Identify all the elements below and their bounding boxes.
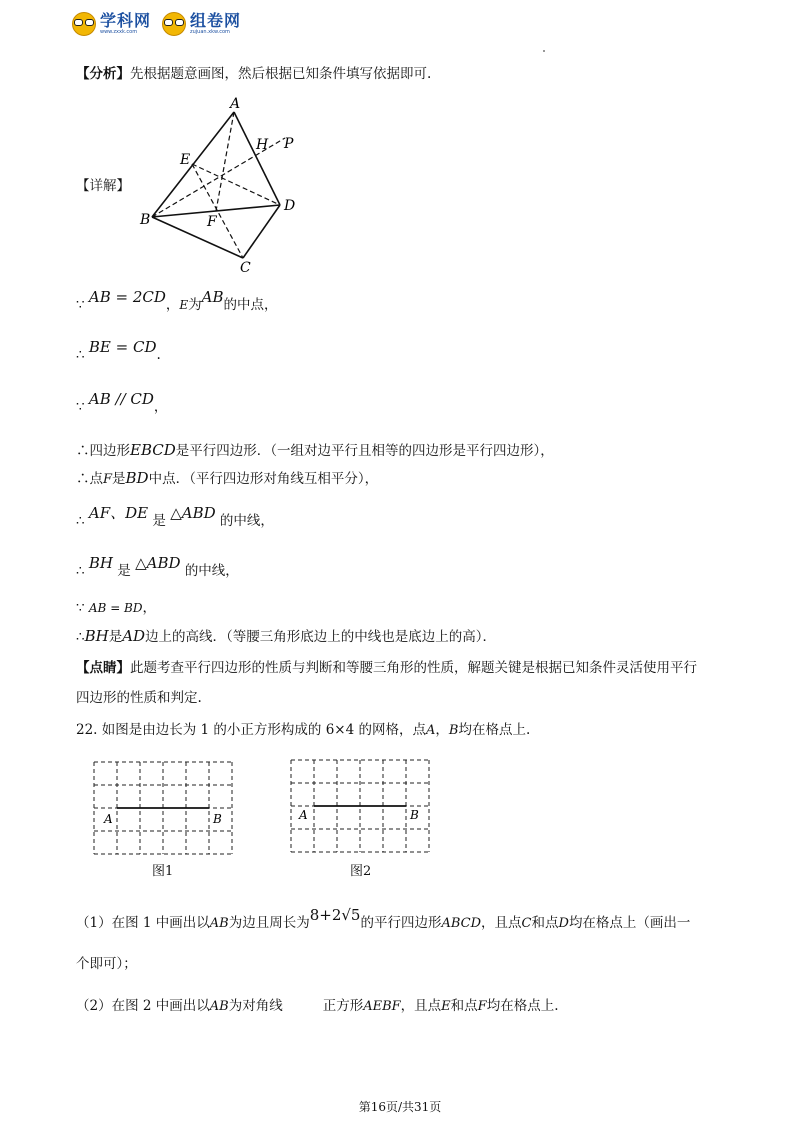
- comment-line-2: 四边形的性质和判定.: [76, 690, 202, 706]
- zujuan-logo: [162, 12, 241, 36]
- stray-dot: [543, 50, 545, 52]
- p1-math: 8+2√5: [309, 906, 361, 924]
- q22-intro: [76, 722, 530, 739]
- p2-b: 为对角线: [228, 998, 283, 1014]
- p1-C: C: [521, 916, 532, 931]
- segment-BC: [152, 217, 243, 258]
- analysis-line: [76, 66, 431, 82]
- step-6-tri: △ABD: [170, 504, 216, 522]
- fig1-caption: 图1: [152, 864, 174, 879]
- therefore-symbol: ∴: [76, 347, 85, 363]
- because-symbol: ∵: [76, 399, 85, 415]
- step-3-math: AB // CD: [88, 390, 154, 408]
- step-4-a: ∴四边形: [76, 443, 130, 459]
- step-5-c: 中点．（平行四边形对角线互相平分），: [148, 471, 379, 487]
- comment-text-1: 此题考查平行四边形的性质与判断和等腰三角形的性质，解题关键是根据已知条件灵活使用平行: [130, 660, 697, 676]
- p1-ab: AB: [209, 916, 229, 931]
- therefore-symbol: ∴: [76, 629, 85, 645]
- grid-figure-1: [92, 760, 238, 858]
- fig2-label-B: B: [410, 808, 419, 822]
- q22-intro-sep: ，: [435, 722, 449, 738]
- label-E: E: [180, 152, 191, 168]
- analysis-tag: 【分析】: [76, 66, 130, 82]
- fig1-label-A: A: [104, 812, 113, 826]
- q22-part1-line2: 个即可）；: [76, 956, 137, 972]
- segment-AD: [234, 112, 280, 205]
- step-1-sep: ，: [165, 297, 180, 313]
- logo2-url: zujuan.xkw.com: [190, 28, 230, 35]
- logo1-url: www.zxxk.com: [100, 28, 138, 35]
- p2-a: （2）在图 2 中画出以: [76, 998, 210, 1014]
- q22-intro-b: 均在格点上.: [458, 722, 531, 738]
- p1-f: 均在格点上（画出一: [568, 915, 691, 931]
- geometry-figure: [130, 92, 320, 277]
- p1-e: 和点: [531, 915, 559, 931]
- step-8-end: ，: [142, 600, 156, 616]
- analysis-text: 先根据题意画图，然后根据已知条件填写依据即可.: [130, 66, 432, 82]
- step-7: [76, 554, 239, 579]
- step-1-end: 的中点，: [223, 297, 278, 313]
- p2-d: ，且点: [400, 998, 442, 1014]
- step-5-b: 是: [112, 471, 126, 487]
- p1-a: （1）在图 1 中画出以: [76, 915, 210, 931]
- label-F: F: [207, 214, 217, 230]
- p2-aebf: AEBF: [363, 999, 401, 1014]
- p2-ab: AB: [209, 999, 229, 1014]
- p1-D: D: [558, 916, 569, 931]
- step-8-math: AB = BD: [88, 601, 143, 615]
- q22-intro-A: A: [426, 723, 436, 738]
- step-7-math: BH: [88, 554, 113, 572]
- step-5-math: BD: [125, 469, 149, 487]
- logo1-name: 学科网: [100, 10, 152, 30]
- because-symbol: ∵: [76, 600, 85, 616]
- step-3: [76, 390, 168, 415]
- detail-tag: 【详解】: [76, 178, 130, 194]
- step-1: [76, 288, 278, 313]
- step-9-b: 是: [108, 629, 123, 645]
- therefore-symbol: ∴: [76, 513, 85, 529]
- label-H: H: [256, 137, 269, 153]
- step-1-math: AB = 2CD: [88, 288, 166, 306]
- step-1-mid: 为: [188, 297, 202, 313]
- q22-intro-a: 22. 如图是由边长为 1 的小正方形构成的 6×4 的网格，点: [76, 722, 427, 738]
- step-3-end: ，: [153, 399, 168, 415]
- step-6-c: 的中线，: [219, 513, 274, 529]
- p2-F: F: [477, 999, 487, 1014]
- step-9-bh: BH: [84, 627, 109, 645]
- step-8: [76, 600, 156, 616]
- step-1-ab: AB: [201, 288, 224, 306]
- step-5-f: F: [103, 472, 113, 487]
- p1-b: 为边且周长为: [228, 915, 310, 931]
- fig1-label-B: B: [213, 812, 222, 826]
- mascot-icon: [162, 12, 186, 36]
- step-9-ad: AD: [122, 627, 146, 645]
- step-4: [76, 442, 554, 459]
- label-C: C: [240, 260, 251, 276]
- logo2-name: 组卷网: [190, 10, 242, 30]
- page-header: [72, 12, 732, 46]
- because-symbol: ∵: [76, 297, 85, 313]
- page-number: 第16页/共31页: [358, 1100, 442, 1114]
- step-6-b: 是: [152, 513, 166, 529]
- step-6-math: AF、DE: [88, 504, 149, 522]
- segment-ED: [192, 164, 280, 205]
- p2-f: 均在格点上.: [486, 998, 559, 1014]
- q22-intro-B: B: [448, 723, 459, 738]
- fig2-label-A: A: [299, 808, 308, 822]
- p2-e: 和点: [450, 998, 478, 1014]
- step-7-b: 是: [117, 563, 131, 579]
- step-5: [76, 470, 378, 488]
- comment-line-1: [76, 660, 697, 676]
- segment-AF: [216, 112, 234, 211]
- step-6: [76, 504, 274, 529]
- p1-c: 的平行四边形: [360, 915, 442, 931]
- label-B: B: [140, 212, 151, 228]
- p2-c: 正方形: [322, 998, 364, 1014]
- step-5-a: ∴点: [76, 471, 103, 487]
- label-D: D: [284, 198, 296, 214]
- step-4-math: EBCD: [130, 441, 176, 459]
- p1-d: ，且点: [481, 915, 522, 931]
- q22-part2: [76, 998, 559, 1015]
- q22-part1-line1: [76, 906, 691, 932]
- step-7-tri: △ABD: [135, 554, 181, 572]
- zxxk-logo: [72, 12, 151, 36]
- label-A: A: [230, 96, 241, 112]
- step-9-c: 边上的高线．（等腰三角形底边上的中线也是底边上的高）．: [145, 629, 497, 645]
- step-2-math: BE = CD: [88, 338, 157, 356]
- mascot-icon: [72, 12, 96, 36]
- segment-CD: [243, 205, 280, 258]
- step-2-end: .: [156, 347, 161, 363]
- step-9: [76, 628, 496, 645]
- p2-E: E: [441, 999, 451, 1014]
- step-1-e: E: [179, 298, 189, 312]
- therefore-symbol: ∴: [76, 563, 85, 579]
- p1-abcd: ABCD: [441, 916, 482, 931]
- fig2-caption: 图2: [350, 864, 372, 879]
- step-7-c: 的中线，: [184, 563, 239, 579]
- label-P: P: [284, 136, 294, 152]
- grid-figure-2: [289, 758, 435, 856]
- step-2: [76, 338, 161, 363]
- comment-tag: 【点睛】: [76, 660, 130, 676]
- step-4-b: 是平行四边形．（一组对边平行且相等的四边形是平行四边形），: [175, 443, 554, 459]
